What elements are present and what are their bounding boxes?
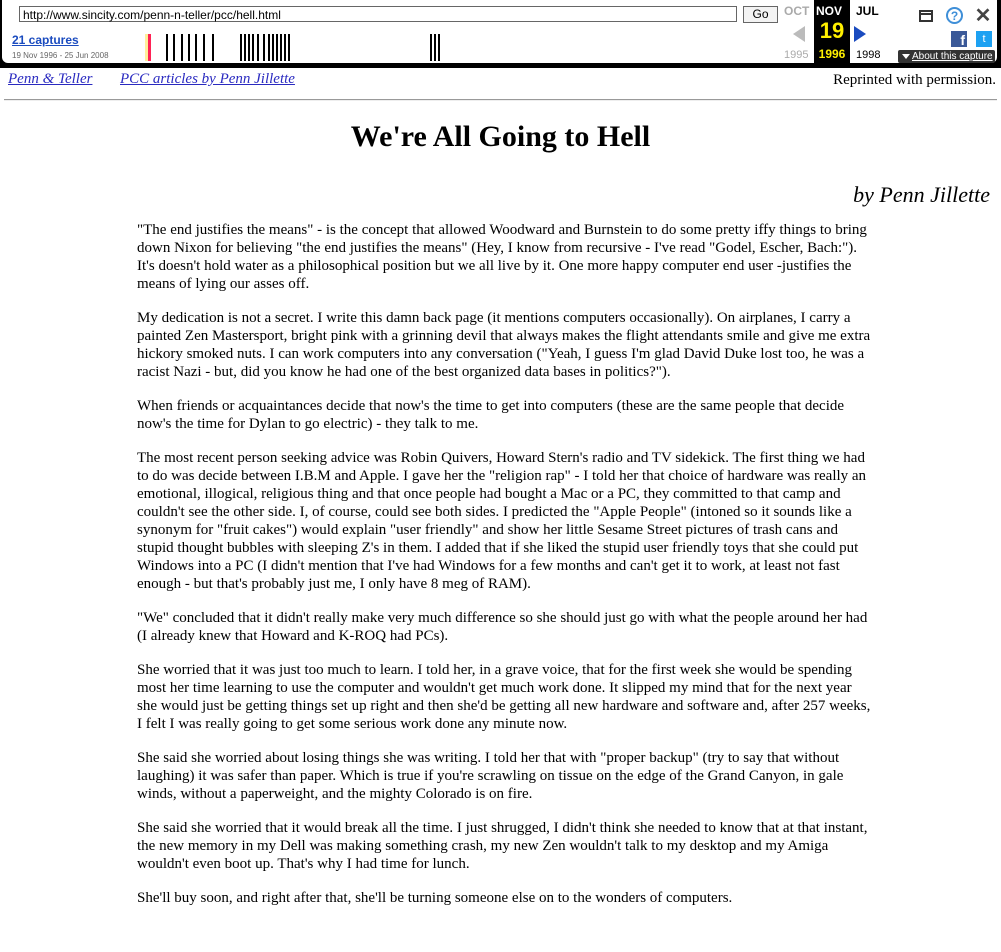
about-capture-button[interactable]: About this capture xyxy=(898,50,995,63)
twitter-icon[interactable]: t xyxy=(976,31,992,47)
paragraph: My dedication is not a secret. I write this damn back page (it mentions computers occasionally). On airplanes, I carry a painted Zen Mastersport, bright pink with a grinning devil that always makes the flight attendants smile and give me extra hickory smoked nuts. I can work computers into any conversation ("Yeah, I guess I'm glad David Duke lost too, he was a racist Nazi - but, did you know he had one of the best organized data bases in politics?"). xyxy=(137,310,871,380)
month-prev[interactable]: OCT xyxy=(784,4,810,18)
go-button[interactable]: Go xyxy=(743,6,778,23)
capture-date-range: 19 Nov 1996 - 25 Jun 2008 xyxy=(12,51,109,60)
sparkline-bar[interactable] xyxy=(276,34,278,61)
close-icon[interactable]: ✕ xyxy=(974,5,992,27)
paragraph: "We" concluded that it didn't really make very much difference so she should just go with what the people around her had (I already knew that Howard and K-ROQ had PCs). xyxy=(137,610,868,644)
sparkline-bar[interactable] xyxy=(212,34,214,61)
paragraph: She'll buy soon, and right after that, she'll be turning someone else on to the wonders of computers. xyxy=(137,890,733,906)
year-current: 1996 xyxy=(818,47,846,61)
facebook-icon[interactable]: f xyxy=(951,31,967,47)
paragraph: She said she worried about losing things she was writing. I told her that with "proper backup" (try to say that without laughing) it was safer than paper. Which is true if you're scrawling on tissue on the edge of the Grand Canyon, in gale winds, without a paperweight, and the mighty Colorado is on fire. xyxy=(137,750,844,802)
sparkline-bar[interactable] xyxy=(166,34,168,61)
next-capture-arrow-icon[interactable] xyxy=(854,26,866,42)
article-body xyxy=(137,221,872,923)
month-current: NOV xyxy=(816,4,843,18)
captures-link[interactable]: 21 captures xyxy=(12,33,79,47)
page-title: We're All Going to Hell xyxy=(350,120,651,153)
sparkline-bar[interactable] xyxy=(284,34,286,61)
capture-sparkline[interactable] xyxy=(128,34,774,61)
sparkline-bar[interactable] xyxy=(244,34,246,61)
sparkline-bar[interactable] xyxy=(268,34,270,61)
sparkline-bar[interactable] xyxy=(173,34,175,61)
sparkline-bar[interactable] xyxy=(280,34,282,61)
sparkline-bar[interactable] xyxy=(288,34,290,61)
paragraph: She said she worried that it would break all the time. I just shrugged, I didn't think she needed to know that at that instant, the new memory in my Dell was making something crash, my new Zen wouldn't talk to my desktop and my Amiga wouldn't even boot up. That's why I had time for lunch. xyxy=(137,820,868,872)
prev-capture-arrow-icon[interactable] xyxy=(793,26,805,42)
penn-teller-link[interactable]: Penn & Teller xyxy=(8,71,93,87)
sparkline-bar[interactable] xyxy=(257,34,259,61)
sparkline-bar[interactable] xyxy=(252,34,254,61)
month-next[interactable]: JUL xyxy=(856,4,879,18)
sparkline-bar[interactable] xyxy=(195,34,197,61)
paragraph: She worried that it was just too much to learn. I told her, in a grave voice, that for the first week she would be spending most her time learning to use the computer and wouldn't get much work done. It slipped my mind that for the next year she would just be getting things set up right and then she'd be getting all new hardware and software and, after 257 weeks, I felt I was really going to get some serious work done any minute now. xyxy=(137,662,871,732)
sparkline-bar[interactable] xyxy=(430,34,432,61)
paragraph: The most recent person seeking advice was Robin Quivers, Howard Stern's radio and TV sidekick. The first thing we had to do was decide between I.B.M and Apple. I gave her the "religion rap" - I told her that choice of hardware was really an emotional, illogical, religious thing and that once people had bought a Mac or a PC, they committed to that camp and couldn't see the other side. I, of course, could see both sides. I predicted the "Apple People" (intoned so it sounds like a synonym for "fruit cakes") would explain "user friendly" and show her little Sesame Street pictures of trash cans and stupid thought bubbles with sleeping Z's in them. I added that if she liked the stupid user friendly toys that she could put Windows into a PC (I didn't mention that I've had Windows for a few months and can't get it to work, at least not fast enough - but that's probably just me, I only have 8 meg of RAM). xyxy=(137,450,867,592)
sparkline-bar[interactable] xyxy=(272,34,274,61)
capture-day: 19 xyxy=(819,18,845,43)
dropdown-arrow-icon xyxy=(902,54,910,59)
url-input[interactable]: http://www.sincity.com/penn-n-teller/pcc/hell.html xyxy=(19,6,737,22)
window-icon[interactable] xyxy=(919,10,933,22)
sparkline-bar[interactable] xyxy=(188,34,190,61)
sparkline-bar[interactable] xyxy=(203,34,205,61)
sparkline-bar[interactable] xyxy=(438,34,440,61)
sparkline-bar[interactable] xyxy=(434,34,436,61)
sparkline-bar[interactable] xyxy=(240,34,242,61)
help-icon[interactable]: ? xyxy=(946,7,963,24)
wayback-toolbar xyxy=(0,0,1001,68)
reprint-notice: Reprinted with permission. xyxy=(833,72,996,88)
year-next[interactable]: 1998 xyxy=(856,49,881,61)
sparkline-bar[interactable] xyxy=(248,34,250,61)
sparkline-current-marker xyxy=(148,34,151,61)
sparkline-bar[interactable] xyxy=(263,34,265,61)
wayback-toolbar-panel xyxy=(2,0,997,63)
paragraph: When friends or acquaintances decide that now's the time to get into computers (these are the same people that decide now's the time for Dylan to go electric) - they talk to me. xyxy=(137,398,845,432)
divider xyxy=(4,99,997,101)
pcc-articles-link[interactable]: PCC articles by Penn Jillette xyxy=(120,71,295,87)
sparkline-bar[interactable] xyxy=(181,34,183,61)
year-prev[interactable]: 1995 xyxy=(784,49,809,61)
byline: by Penn Jillette xyxy=(853,182,990,207)
paragraph: "The end justifies the means" - is the concept that allowed Woodward and Burnstein to do some pretty iffy things to bring down Nixon for believing "the end justifies the means" (Hey, I know from recursive - I've read "Godel, Escher, Bach:"). It's doesn't hold water as a philosophical position but we all live by it. One more happy computer end user -justifies the means of lying our asses off. xyxy=(137,222,867,292)
